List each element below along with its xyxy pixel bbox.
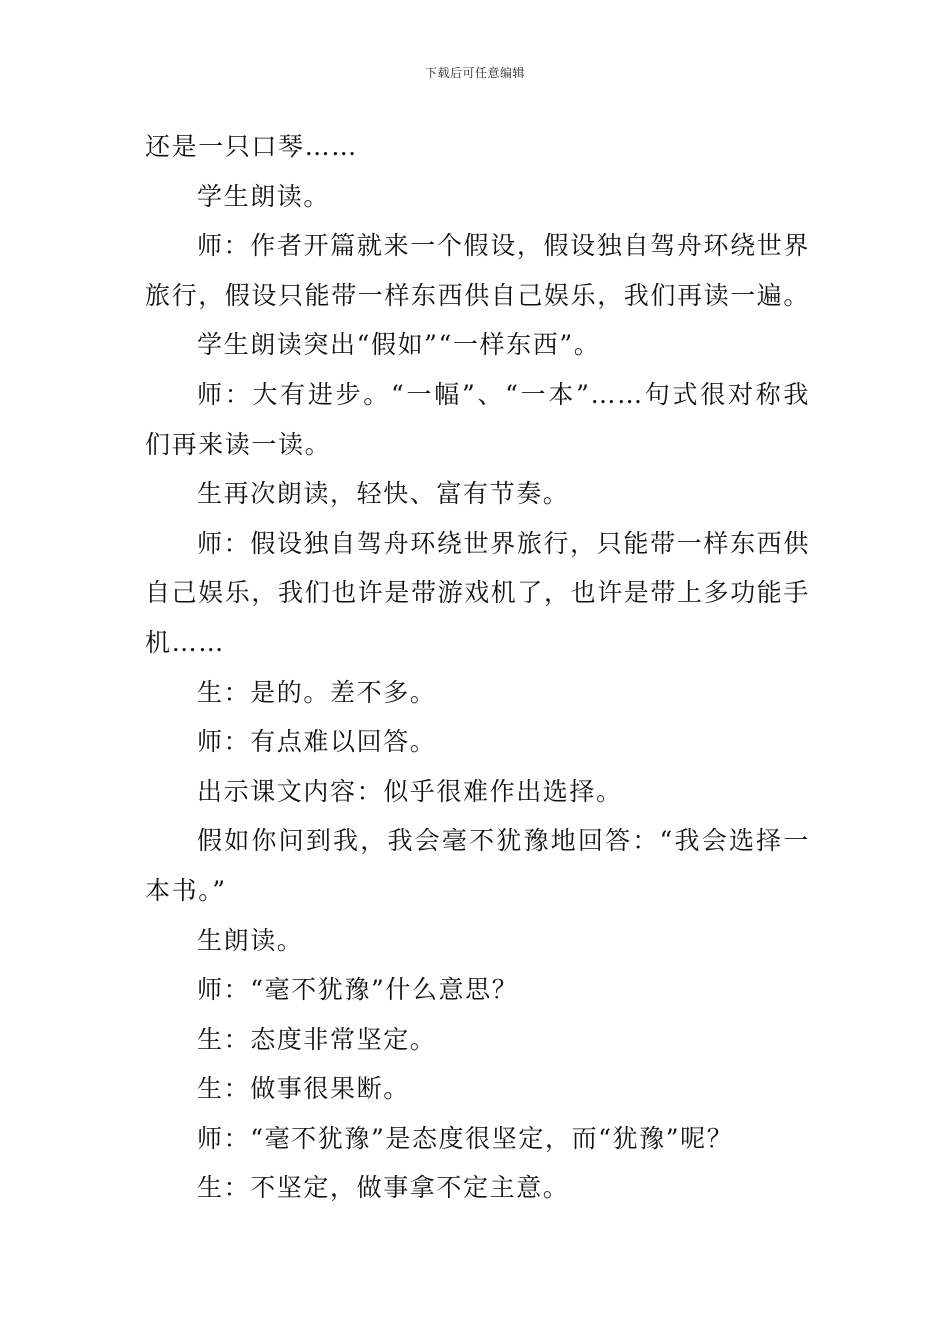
paragraph-8: 生：是的。差不多。 [197,677,437,707]
paragraph-4: 学生朗读突出“假如”“一样东西”。 [197,330,601,360]
paragraph-6: 生再次朗读，轻快、富有节奏。 [197,479,570,509]
paragraph-1: 还是一只口琴…… [145,132,358,161]
paragraph-7: 师：假设独自驾舟环绕世界旅行，只能带一样东西供自己娱乐，我们也许是带游戏机了，也许是带上多功能手机…… [145,528,811,657]
paragraph-5: 师：大有进步。“一幅”、“一本”……句式很对称我们再来读一读。 [145,379,810,459]
paragraph-15: 生：做事很果断。 [197,1074,410,1104]
paragraph-17: 生：不坚定，做事拿不定主意。 [197,1173,570,1203]
paragraph-16: 师：“毫不犹豫”是态度很坚定，而“犹豫”呢？ [197,1123,734,1153]
paragraph-13: 师：“毫不犹豫”什么意思？ [197,975,519,1005]
paragraph-9: 师：有点难以回答。 [197,727,437,757]
paragraph-10: 出示课文内容：似乎很难作出选择。 [197,776,623,806]
document-body [145,122,810,1213]
page-header: 下载后可任意编辑 [424,66,525,80]
paragraph-11: 假如你问到我，我会毫不犹豫地回答：“我会选择一本书。” [145,826,810,905]
paragraph-3: 师：作者开篇就来一个假设，假设独自驾舟环绕世界旅行，假设只能带一样东西供自己娱乐，我们再读一遍。 [145,231,811,310]
paragraph-2: 学生朗读。 [197,181,331,211]
paragraph-12: 生朗读。 [197,925,304,955]
paragraph-14: 生：态度非常坚定。 [197,1024,437,1054]
